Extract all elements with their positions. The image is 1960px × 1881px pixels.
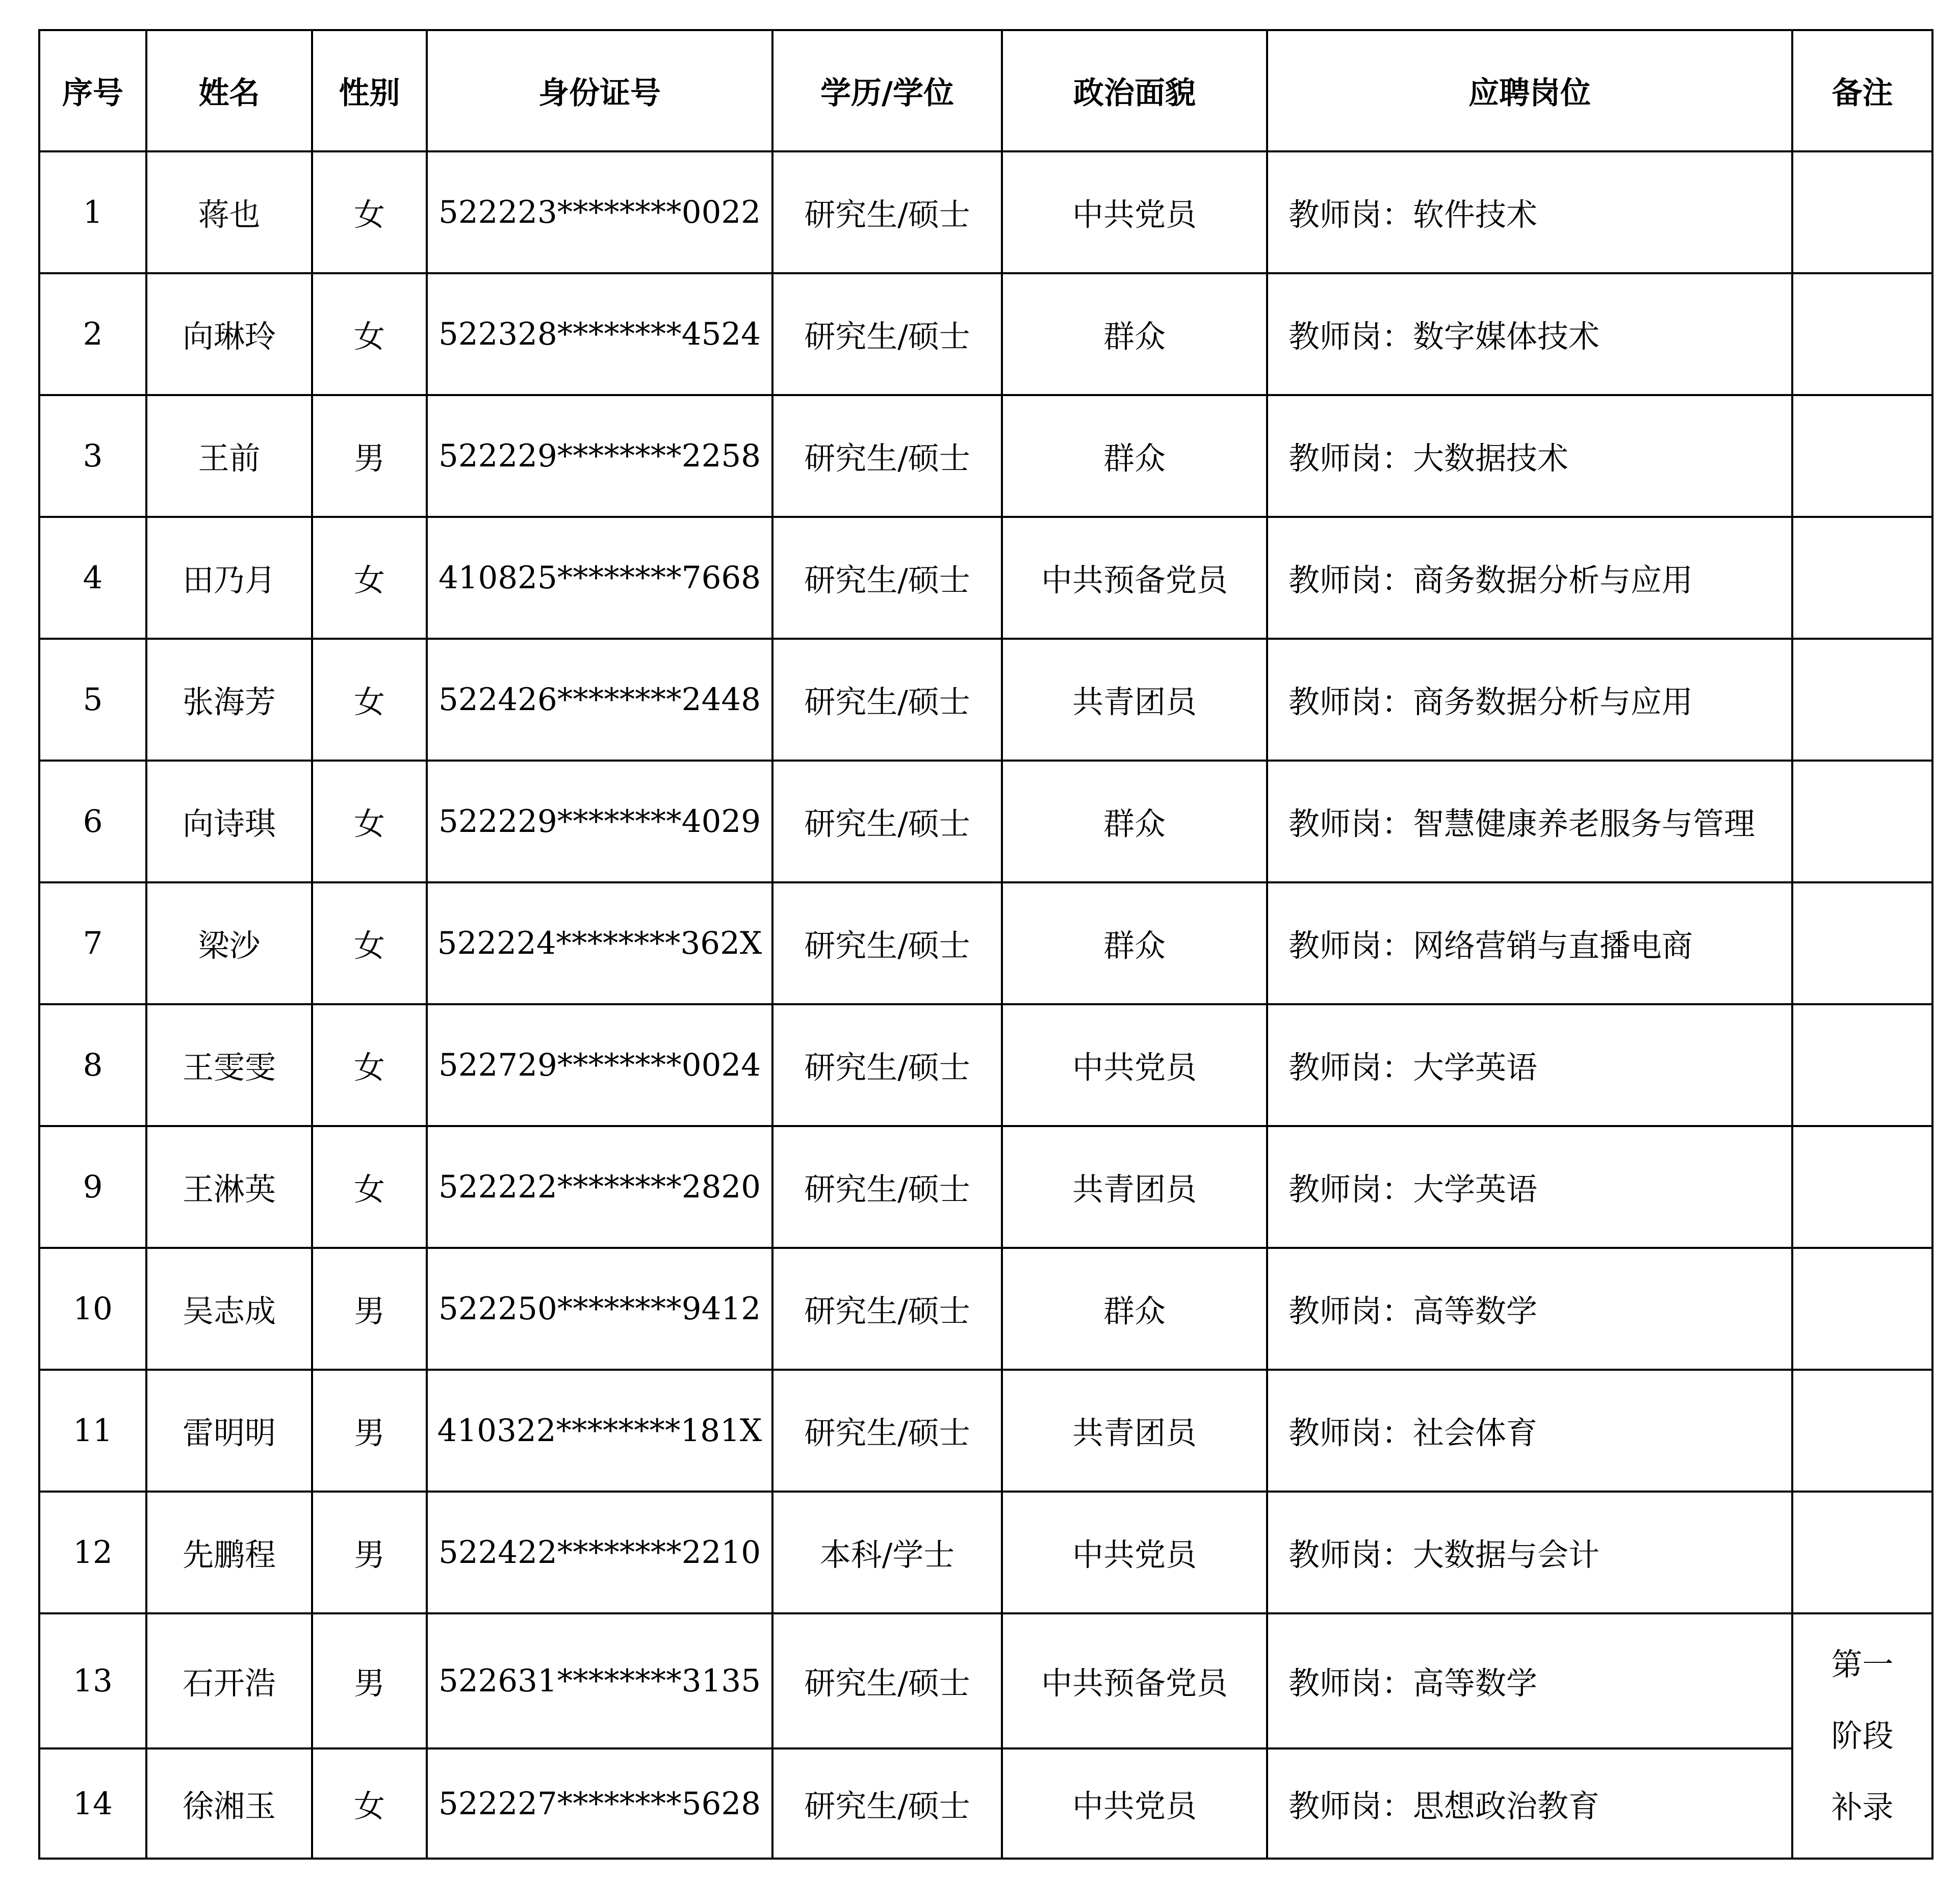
table-row [39, 1248, 1932, 1370]
cell-name: 王淋英 [146, 1126, 312, 1248]
cell-education: 研究生/硕士 [772, 1126, 1002, 1248]
cell-education: 研究生/硕士 [772, 761, 1002, 882]
cell-id-number: 522631********3135 [427, 1613, 772, 1748]
cell-name: 王前 [146, 395, 312, 517]
cell-gender: 女 [312, 639, 427, 761]
cell-id-number: 522426********2448 [427, 639, 772, 761]
cell-no: 13 [39, 1613, 146, 1748]
table-row [39, 517, 1932, 639]
cell-political-status: 中共预备党员 [1002, 517, 1267, 639]
cell-id-number: 410825********7668 [427, 517, 772, 639]
cell-position: 教师岗：数字媒体技术 [1267, 273, 1792, 395]
table-row [39, 151, 1932, 273]
cell-gender: 男 [312, 1613, 427, 1748]
cell-position: 教师岗：商务数据分析与应用 [1267, 639, 1792, 761]
note-line: 补录 [1831, 1789, 1894, 1825]
cell-political-status: 群众 [1002, 761, 1267, 882]
table-row [39, 639, 1932, 761]
cell-education: 本科/学士 [772, 1492, 1002, 1613]
cell-name: 雷明明 [146, 1370, 312, 1492]
cell-political-status: 中共党员 [1002, 1492, 1267, 1613]
cell-education: 研究生/硕士 [772, 1248, 1002, 1370]
cell-name: 石开浩 [146, 1613, 312, 1748]
table-row [39, 761, 1932, 882]
table-row [39, 1370, 1932, 1492]
cell-id-number: 522229********2258 [427, 395, 772, 517]
cell-name: 先鹏程 [146, 1492, 312, 1613]
cell-note [1792, 882, 1932, 1004]
cell-position: 教师岗：大学英语 [1267, 1126, 1792, 1248]
cell-position: 教师岗：大学英语 [1267, 1004, 1792, 1126]
cell-political-status: 中共党员 [1002, 1004, 1267, 1126]
cell-gender: 女 [312, 1748, 427, 1859]
cell-name: 吴志成 [146, 1248, 312, 1370]
cell-no: 6 [39, 761, 146, 882]
table-row [39, 1613, 1932, 1748]
table-row [39, 1004, 1932, 1126]
table-row [39, 1126, 1932, 1248]
cell-political-status: 中共党员 [1002, 151, 1267, 273]
cell-gender: 女 [312, 882, 427, 1004]
cell-name: 梁沙 [146, 882, 312, 1004]
header-note: 备注 [1792, 30, 1932, 151]
cell-name: 张海芳 [146, 639, 312, 761]
cell-note [1792, 395, 1932, 517]
cell-id-number: 522328********4524 [427, 273, 772, 395]
cell-no: 5 [39, 639, 146, 761]
cell-education: 研究生/硕士 [772, 1613, 1002, 1748]
cell-education: 研究生/硕士 [772, 517, 1002, 639]
cell-no: 14 [39, 1748, 146, 1859]
header-position: 应聘岗位 [1267, 30, 1792, 151]
table-body [39, 151, 1932, 1859]
cell-position: 教师岗：商务数据分析与应用 [1267, 517, 1792, 639]
cell-education: 研究生/硕士 [772, 395, 1002, 517]
cell-name: 向诗琪 [146, 761, 312, 882]
cell-id-number: 410322********181X [427, 1370, 772, 1492]
cell-name: 向琳玲 [146, 273, 312, 395]
cell-education: 研究生/硕士 [772, 1004, 1002, 1126]
cell-no: 1 [39, 151, 146, 273]
cell-position: 教师岗：软件技术 [1267, 151, 1792, 273]
cell-id-number: 522729********0024 [427, 1004, 772, 1126]
cell-note [1792, 761, 1932, 882]
cell-education: 研究生/硕士 [772, 1370, 1002, 1492]
cell-position: 教师岗：高等数学 [1267, 1248, 1792, 1370]
cell-note [1792, 273, 1932, 395]
cell-name: 田乃月 [146, 517, 312, 639]
header-no: 序号 [39, 30, 146, 151]
cell-id-number: 522227********5628 [427, 1748, 772, 1859]
cell-political-status: 群众 [1002, 395, 1267, 517]
cell-id-number: 522222********2820 [427, 1126, 772, 1248]
cell-gender: 男 [312, 1492, 427, 1613]
table-row [39, 1492, 1932, 1613]
cell-position: 教师岗：智慧健康养老服务与管理 [1267, 761, 1792, 882]
cell-no: 3 [39, 395, 146, 517]
table-row [39, 395, 1932, 517]
cell-note [1792, 517, 1932, 639]
cell-political-status: 群众 [1002, 273, 1267, 395]
cell-no: 4 [39, 517, 146, 639]
cell-no: 12 [39, 1492, 146, 1613]
cell-no: 7 [39, 882, 146, 1004]
cell-political-status: 群众 [1002, 1248, 1267, 1370]
cell-political-status: 中共预备党员 [1002, 1613, 1267, 1748]
cell-note [1792, 1004, 1932, 1126]
header-id-number: 身份证号 [427, 30, 772, 151]
note-line: 第一 [1831, 1646, 1894, 1683]
cell-position: 教师岗：网络营销与直播电商 [1267, 882, 1792, 1004]
cell-position: 教师岗：社会体育 [1267, 1370, 1792, 1492]
cell-note [1792, 1248, 1932, 1370]
cell-id-number: 522223********0022 [427, 151, 772, 273]
recruitment-table [38, 29, 1933, 1860]
cell-id-number: 522224********362X [427, 882, 772, 1004]
cell-name: 徐湘玉 [146, 1748, 312, 1859]
cell-id-number: 522422********2210 [427, 1492, 772, 1613]
cell-political-status: 中共党员 [1002, 1748, 1267, 1859]
cell-no: 9 [39, 1126, 146, 1248]
cell-name: 蒋也 [146, 151, 312, 273]
cell-no: 10 [39, 1248, 146, 1370]
cell-id-number: 522250********9412 [427, 1248, 772, 1370]
cell-gender: 女 [312, 1004, 427, 1126]
cell-gender: 女 [312, 151, 427, 273]
cell-gender: 女 [312, 1126, 427, 1248]
cell-position: 教师岗：大数据技术 [1267, 395, 1792, 517]
cell-gender: 女 [312, 273, 427, 395]
cell-no: 8 [39, 1004, 146, 1126]
table-row [39, 273, 1932, 395]
cell-note-merged [1792, 1613, 1932, 1859]
cell-political-status: 群众 [1002, 882, 1267, 1004]
table-row [39, 1748, 1932, 1859]
cell-education: 研究生/硕士 [772, 273, 1002, 395]
recruitment-table-wrapper [38, 29, 1933, 1860]
cell-education: 研究生/硕士 [772, 151, 1002, 273]
cell-political-status: 共青团员 [1002, 1370, 1267, 1492]
cell-note [1792, 151, 1932, 273]
cell-gender: 男 [312, 1248, 427, 1370]
cell-education: 研究生/硕士 [772, 882, 1002, 1004]
table-header-row [39, 30, 1932, 151]
cell-position: 教师岗：思想政治教育 [1267, 1748, 1792, 1859]
cell-no: 2 [39, 273, 146, 395]
cell-education: 研究生/硕士 [772, 1748, 1002, 1859]
cell-gender: 女 [312, 517, 427, 639]
header-political-status: 政治面貌 [1002, 30, 1267, 151]
cell-position: 教师岗：大数据与会计 [1267, 1492, 1792, 1613]
header-gender: 性别 [312, 30, 427, 151]
cell-gender: 男 [312, 395, 427, 517]
cell-political-status: 共青团员 [1002, 1126, 1267, 1248]
cell-political-status: 共青团员 [1002, 639, 1267, 761]
cell-id-number: 522229********4029 [427, 761, 772, 882]
cell-note [1792, 1492, 1932, 1613]
cell-note [1792, 639, 1932, 761]
cell-gender: 女 [312, 761, 427, 882]
note-line: 阶段 [1831, 1717, 1894, 1754]
header-name: 姓名 [146, 30, 312, 151]
cell-position: 教师岗：高等数学 [1267, 1613, 1792, 1748]
cell-note [1792, 1370, 1932, 1492]
cell-note [1792, 1126, 1932, 1248]
cell-no: 11 [39, 1370, 146, 1492]
cell-gender: 男 [312, 1370, 427, 1492]
table-row [39, 882, 1932, 1004]
cell-education: 研究生/硕士 [772, 639, 1002, 761]
header-education: 学历/学位 [772, 30, 1002, 151]
cell-name: 王雯雯 [146, 1004, 312, 1126]
